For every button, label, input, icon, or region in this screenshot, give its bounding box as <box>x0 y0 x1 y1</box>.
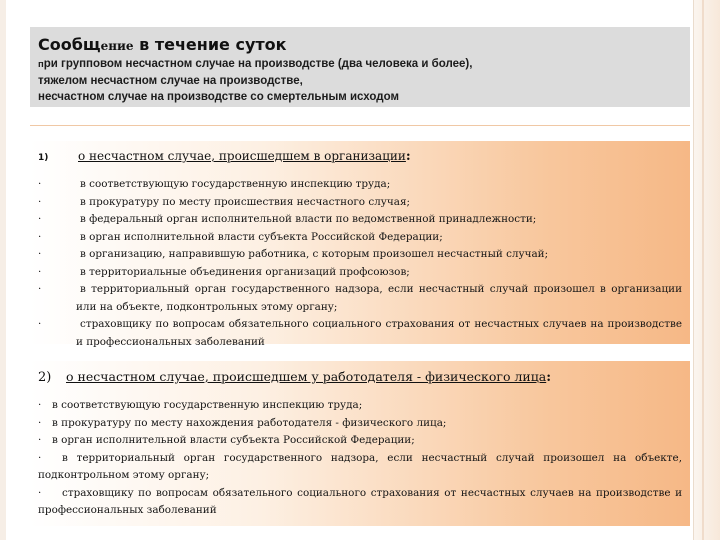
list-item: · страховщику по вопросам обязательного социального страхования от несчастных случаев на производстве и профессиональных заболеваний <box>38 486 682 516</box>
section-1-panel <box>30 141 690 348</box>
section-2-number: 2) <box>38 370 52 385</box>
list-item: · в прокуратуру по месту происшествия несчастного случая; <box>38 195 411 208</box>
list-item: · страховщику по вопросам обязательного социального страхования от несчастных случаев на производстве и профессиональных заболеваний <box>38 318 682 348</box>
right-border-stripe <box>693 0 720 540</box>
section-divider <box>30 125 690 126</box>
list-item: · в федеральный орган исполнительной власти по ведомственной принадлежности; <box>38 213 537 225</box>
section-2-panel <box>30 361 690 526</box>
section-1-number: 1) <box>38 153 49 163</box>
list-item: · в организацию, направившую работника, с которым произошел несчастный случай; <box>38 248 549 260</box>
section-2-heading: 2) о несчастном случае, происшедшем у работодателя - физического лица : <box>38 369 552 385</box>
list-item: · в прокуратуру по месту нахождения работодателя - физического лица; <box>38 416 447 429</box>
slide-title: Сообщение в течение суток <box>38 35 287 54</box>
section-2-list <box>38 397 682 520</box>
list-item: · в территориальный орган государственного надзора, если несчастный случай произошел в организации или на объекте, подконтрольных этому органу; <box>38 283 682 313</box>
left-border-stripe <box>0 0 6 540</box>
header-box <box>30 27 690 107</box>
section-1-heading: 1) о несчастном случае, происшедшем в организации : <box>38 149 411 164</box>
list-item: · в территориальные объединения организаций профсоюзов; <box>38 265 410 278</box>
section-2-title: о несчастном случае, происшедшем у работодателя - физического лица <box>66 369 547 384</box>
section-1-title: о несчастном случае, происшедшем в организации <box>78 149 406 163</box>
header-line-1: при групповом несчастном случае на производстве (два человека и более), <box>38 58 473 70</box>
list-item: · в орган исполнительной власти субъекта Российской Федерации; <box>38 434 415 446</box>
list-item: · в территориальный орган государственного надзора, если несчастный случай произошел на объекте, подконтрольном этому органу; <box>38 451 682 481</box>
header-line-3: несчастном случае на производстве со смертельным исходом <box>38 91 399 103</box>
section-1-list <box>38 176 682 351</box>
list-item: · в соответствующую государственную инспекцию труда; <box>38 178 391 190</box>
list-item: · в орган исполнительной власти субъекта Российской Федерации; <box>38 230 443 243</box>
header-line-2: тяжелом несчастном случае на производстве, <box>38 75 303 87</box>
list-item: · в соответствующую государственную инспекцию труда; <box>38 399 363 411</box>
